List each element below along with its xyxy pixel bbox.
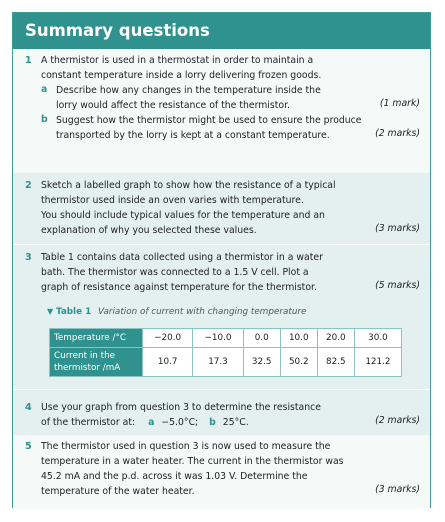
q1b-line: Suggest how the thermistor might be used to ensure the produce xyxy=(56,115,362,126)
q4-line xyxy=(41,415,321,430)
q2-line: Sketch a labelled graph to show how the resistance of a typical xyxy=(41,180,336,191)
divider xyxy=(13,389,430,390)
question-5-number: 5 xyxy=(25,441,32,452)
q1a-line: lorry would affect the resistance of the thermistor. xyxy=(56,100,290,111)
question-1-block xyxy=(13,49,430,173)
summary-questions-panel xyxy=(12,12,431,508)
q2-line: thermistor used inside an oven varies with temperature. xyxy=(41,195,304,206)
question-5-text xyxy=(41,439,344,499)
table-cell: 50.2 xyxy=(280,348,317,377)
q1-line: A thermistor is used in a thermostat in order to maintain a xyxy=(41,55,314,66)
q4b-value: 25°C. xyxy=(222,417,249,428)
table-cell: 0.0 xyxy=(243,329,280,348)
question-2-text xyxy=(41,178,336,238)
table-cell: 10.0 xyxy=(280,329,317,348)
q4b-letter: b xyxy=(209,417,216,428)
q5-line: The thermistor used in question 3 is now used to measure the xyxy=(41,441,331,452)
question-3-number: 3 xyxy=(25,252,32,263)
q5-line: temperature of the water heater. xyxy=(41,486,195,497)
table-cell: 20.0 xyxy=(317,329,354,348)
current-header-line: Current in the xyxy=(54,351,116,361)
table-title: Variation of current with changing temperature xyxy=(98,307,307,317)
caption-triangle-icon: ▼ xyxy=(47,307,54,316)
table-cell: −20.0 xyxy=(143,329,193,348)
data-table xyxy=(49,328,402,377)
question-5-block xyxy=(13,435,430,509)
table-cell: −10.0 xyxy=(193,329,243,348)
questions-2-to-4-block xyxy=(13,173,430,435)
question-2-marks: (3 marks) xyxy=(375,223,420,234)
question-1-number: 1 xyxy=(25,55,32,66)
question-2-number: 2 xyxy=(25,180,32,191)
table-cell: 32.5 xyxy=(243,348,280,377)
divider xyxy=(13,244,430,245)
question-1a-marks: (1 mark) xyxy=(379,98,420,109)
question-3-marks: (5 marks) xyxy=(375,280,420,291)
q3-line: graph of resistance against temperature for the thermistor. xyxy=(41,282,317,293)
question-1a-text xyxy=(56,83,321,113)
question-4-text xyxy=(41,400,321,430)
current-header-line: thermistor /mA xyxy=(54,363,121,373)
table-cell: 30.0 xyxy=(354,329,401,348)
table-label: Table 1 xyxy=(55,307,92,317)
temperature-header: Temperature /°C xyxy=(50,329,143,348)
current-header xyxy=(50,348,143,377)
table-cell: 10.7 xyxy=(143,348,193,377)
question-4-number: 4 xyxy=(25,402,32,413)
q3-line: Table 1 contains data collected using a thermistor in a water xyxy=(41,252,323,263)
table-cell: 121.2 xyxy=(354,348,401,377)
question-1b-letter: b xyxy=(41,114,48,125)
q4-intro: of the thermistor at: xyxy=(41,417,136,428)
question-1a-letter: a xyxy=(41,84,48,95)
q1a-line: Describe how any changes in the temperature inside the xyxy=(56,85,321,96)
q1-line: constant temperature inside a lorry delivering frozen goods. xyxy=(41,70,322,81)
table-row xyxy=(50,348,402,377)
question-1b-marks: (2 marks) xyxy=(375,128,420,139)
question-1b-text xyxy=(56,113,362,143)
panel-title: Summary questions xyxy=(13,13,430,49)
table-caption xyxy=(47,307,306,317)
q4-line: Use your graph from question 3 to determine the resistance xyxy=(41,402,321,413)
table-cell: 17.3 xyxy=(193,348,243,377)
q4a-value: −5.0°C; xyxy=(161,417,199,428)
q5-line: 45.2 mA and the p.d. across it was 1.03 V. Determine the xyxy=(41,471,308,482)
table-cell: 82.5 xyxy=(317,348,354,377)
question-3-text xyxy=(41,250,323,295)
q3-line: bath. The thermistor was connected to a 1.5 V cell. Plot a xyxy=(41,267,309,278)
q5-line: temperature in a water heater. The current in the thermistor was xyxy=(41,456,344,467)
table-row xyxy=(50,329,402,348)
question-1-text xyxy=(41,53,321,83)
question-4-marks: (2 marks) xyxy=(375,415,420,426)
q2-line: explanation of why you selected these values. xyxy=(41,225,257,236)
q1b-line: transported by the lorry is kept at a constant temperature. xyxy=(56,130,330,141)
q4a-letter: a xyxy=(148,417,155,428)
question-5-marks: (3 marks) xyxy=(375,484,420,495)
q2-line: You should include typical values for the temperature and an xyxy=(41,210,325,221)
